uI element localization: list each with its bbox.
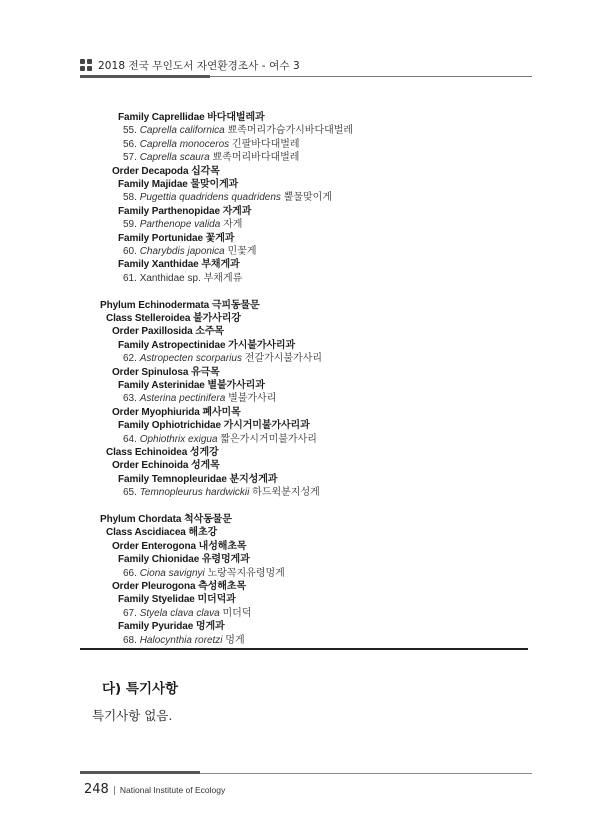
class-heading: Class Stelleroidea 불가사리강 <box>106 313 241 324</box>
species-number: 67. <box>123 607 140 619</box>
korean-name: Xanthidae sp. 부채게류 <box>139 272 243 284</box>
korean-name: 민꽃게 <box>227 246 257 257</box>
species-entry <box>123 635 245 647</box>
section-heading: 다) 특기사항 <box>102 681 179 697</box>
running-header <box>80 55 300 75</box>
species-entry <box>123 139 300 151</box>
scientific-name: Ciona savignyi <box>139 567 205 579</box>
order-heading: Order Paxillosida 소주목 <box>112 326 224 338</box>
species-number: 55. <box>123 125 140 137</box>
species-number: 58. <box>123 192 140 204</box>
order-heading: Order Myophiurida 폐사미목 <box>112 406 241 418</box>
grid-icon <box>80 59 92 71</box>
page-footer <box>84 782 225 797</box>
korean-name: 노랑꼭지유령멍게 <box>207 567 285 579</box>
species-entry <box>123 434 317 446</box>
family-heading: Family Caprellidae 바다대벌레과 <box>118 112 265 123</box>
order-heading: Order Decapoda 십각목 <box>112 165 220 177</box>
species-number: 64. <box>123 433 140 445</box>
species-entry <box>123 152 299 164</box>
species-number: 59. <box>123 219 140 231</box>
phylum-heading: Phylum Echinodermata 극피동물문 <box>100 299 260 311</box>
species-number: 61. <box>123 272 140 284</box>
class-heading: Class Echinoidea 성게강 <box>106 447 219 458</box>
scientific-name: Astropecten scorparius <box>139 353 242 365</box>
footer-institution: National Institute of Ecology <box>119 785 226 795</box>
korean-name: 하드윅분지성게 <box>252 487 320 499</box>
species-entry <box>123 125 353 137</box>
korean-name: 전갈가시불가사리 <box>244 353 323 365</box>
species-number: 66. <box>123 567 140 579</box>
scientific-name: Charybdis japonica <box>139 246 225 257</box>
order-heading: Order Enterogona 내성해초목 <box>112 540 247 552</box>
species-number: 63. <box>123 393 140 405</box>
footer-separator: | <box>112 786 116 796</box>
phylum-heading: Phylum Chordata 척삭동물문 <box>100 514 232 525</box>
korean-name: 짧은가시거미불가사리 <box>220 433 317 445</box>
header-rule-accent <box>80 75 210 78</box>
species-entry <box>123 353 322 365</box>
scientific-name: Asterina pectinifera <box>139 393 226 405</box>
korean-name: 뾰족머리바다대벌레 <box>212 152 300 164</box>
scientific-name: Parthenope valida <box>139 219 221 231</box>
species-number: 60. <box>123 246 140 257</box>
scientific-name: Ophiothrix exigua <box>139 433 218 445</box>
footer-rule-accent <box>80 771 200 774</box>
family-heading: Family Xanthidae 부채게과 <box>118 259 240 271</box>
class-heading: Class Ascidiacea 해초강 <box>106 527 218 539</box>
family-heading: Family Asterinidae 별불가사리과 <box>118 380 265 391</box>
korean-name: 자게 <box>223 219 243 231</box>
scientific-name: Caprella californica <box>139 125 225 137</box>
family-heading: Family Portunidae 꽃게과 <box>118 232 235 244</box>
korean-name: 미더덕 <box>222 607 252 619</box>
species-number: 57. <box>123 152 140 164</box>
order-heading: Order Echinoida 성게목 <box>112 460 220 472</box>
species-entry <box>123 273 242 285</box>
species-entry <box>123 219 242 231</box>
order-heading: Order Pleurogona 측성해초목 <box>112 581 246 592</box>
scientific-name: Caprella monoceros <box>139 138 230 150</box>
family-heading: Family Chionidae 유령멍게과 <box>118 554 250 566</box>
korean-name: 긴팔바다대벌레 <box>231 138 300 150</box>
table-bottom-rule <box>80 648 528 650</box>
species-entry <box>123 608 252 620</box>
species-number: 68. <box>123 634 140 646</box>
family-heading: Family Pyuridae 멍게과 <box>118 621 225 633</box>
species-number: 56. <box>123 138 140 150</box>
order-heading: Order Spinulosa 유극목 <box>112 366 220 378</box>
header-title: 2018 전국 무인도서 자연환경조사 - 여수 3 <box>98 59 300 72</box>
family-heading: Family Parthenopidae 자게과 <box>118 205 252 217</box>
species-entry <box>123 568 285 580</box>
page-number: 248 <box>84 782 109 797</box>
scientific-name: Temnopleurus hardwickii <box>139 487 250 499</box>
scientific-name: Pugettia quadridens quadridens <box>139 192 281 204</box>
scientific-name: Halocynthia roretzi <box>139 634 223 646</box>
family-heading: Family Astropectinidae 가시불가사리과 <box>118 339 296 351</box>
scientific-name: Caprella scaura <box>139 152 210 164</box>
korean-name: 뿔물맞이게 <box>283 192 332 204</box>
species-entry <box>123 393 276 405</box>
species-entry <box>123 487 320 499</box>
family-heading: Family Temnopleuridae 분지성게과 <box>118 473 278 485</box>
family-heading: Family Majidae 물맞이게과 <box>118 179 239 190</box>
species-number: 65. <box>123 487 140 499</box>
scientific-name: Styela clava clava <box>139 607 220 619</box>
family-heading: Family Styelidae 미더덕과 <box>118 594 236 606</box>
korean-name: 별불가사리 <box>228 393 277 405</box>
species-entry <box>123 246 257 258</box>
family-heading: Family Ophiotrichidae 가시거미불가사리과 <box>118 420 310 432</box>
species-number: 62. <box>123 353 140 365</box>
species-entry <box>123 192 332 204</box>
section-body: 특기사항 없음. <box>92 708 173 723</box>
korean-name: 뾰족머리가슴가시바다대벌레 <box>227 125 354 137</box>
korean-name: 멍게 <box>225 634 245 646</box>
